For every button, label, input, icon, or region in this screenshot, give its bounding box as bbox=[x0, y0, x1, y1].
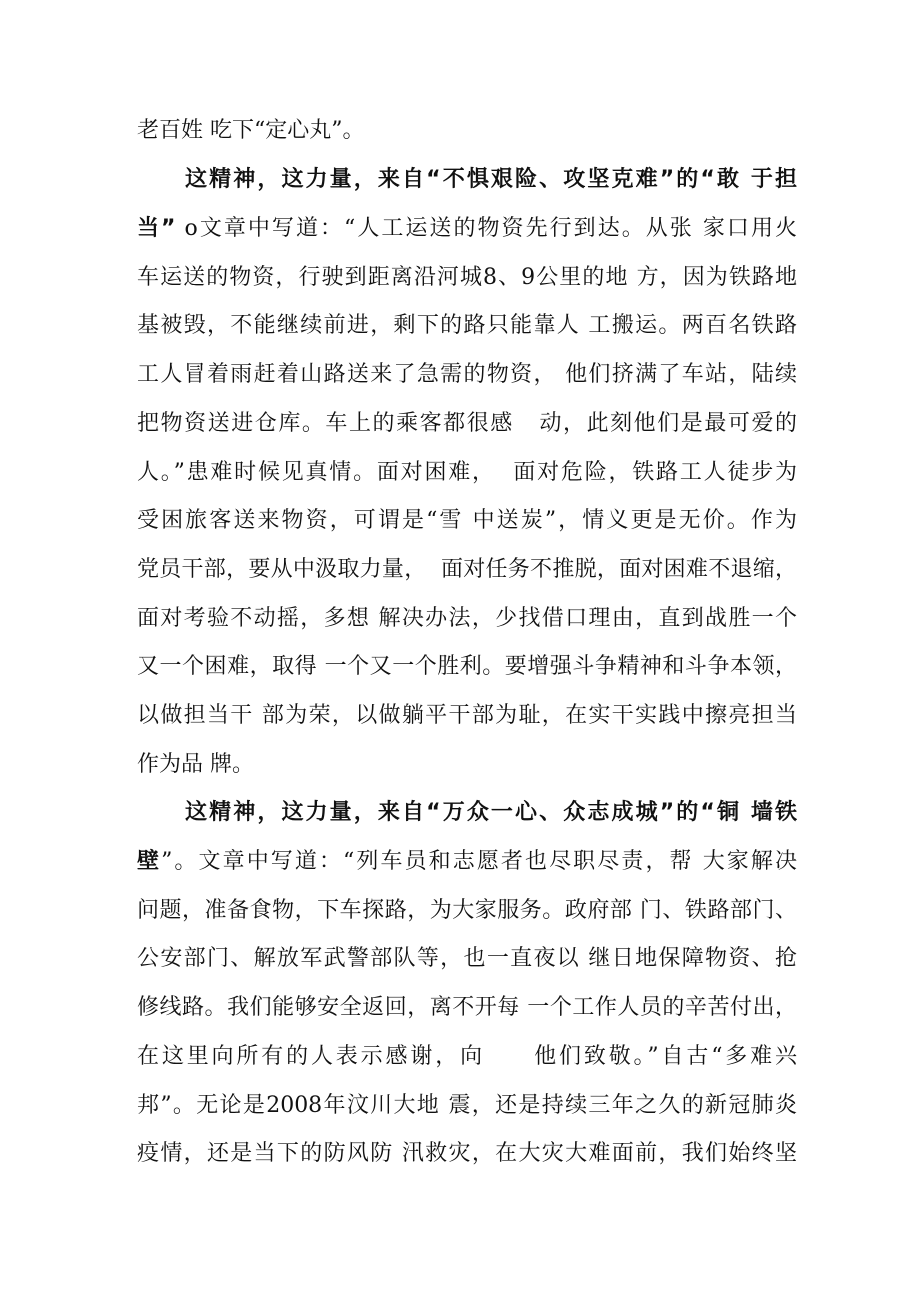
text-line: 在这里向所有的人表示感谢，向 他们致敬。”自古“多难兴 bbox=[137, 1044, 797, 1069]
text-line: 修线路。我们能够安全返回，离不开每 一个工作人员的辛苦付出， bbox=[137, 995, 797, 1020]
text-line: 受困旅客送来物资，可谓是“雪 中送炭”，情义更是无价。作为 bbox=[137, 508, 797, 533]
text-line: 邦”。无论是2008年汶川大地 震，还是持续三年之久的新冠肺炎 bbox=[137, 1093, 797, 1118]
bold-phrase: 壁 bbox=[137, 849, 162, 874]
text-line: 老百姓 吃下“定心丸”。 bbox=[137, 118, 365, 143]
text-line: 工人冒着雨赶着山路送来了急需的物资， 他们挤满了车站，陆续 bbox=[137, 362, 797, 387]
paragraph-heading-line: 这精神，这力量，来自“万众一心、众志成城”的“铜 墙铁 bbox=[185, 800, 797, 825]
text-line: 面对考验不动摇，多想 解决办法，少找借口理由，直到战胜一个 bbox=[137, 606, 797, 631]
text-line: 把物资送进仓库。车上的乘客都很感 动，此刻他们是最可爱的 bbox=[137, 411, 797, 436]
text-line: 又一个困难，取得 一个又一个胜利。要增强斗争精神和斗争本领， bbox=[137, 654, 797, 679]
text-span: o文章中写道：“人工运送的物资先行到达。从张 家口用火 bbox=[175, 216, 797, 241]
text-line: 疫情，还是当下的防风防 汛救灾，在大灾大难面前，我们始终坚 bbox=[137, 1141, 797, 1166]
text-line: 人。”患难时候见真情。面对困难， 面对危险，铁路工人徒步为 bbox=[137, 460, 797, 485]
text-line: 基被毁，不能继续前进，剩下的路只能靠人 工搬运。两百名铁路 bbox=[137, 313, 797, 338]
text-line bbox=[137, 842, 797, 882]
text-line bbox=[137, 209, 797, 249]
text-line: 作为品 牌。 bbox=[137, 752, 254, 777]
text-line: 车运送的物资，行驶到距离沿河城8、9公里的地 方，因为铁路地 bbox=[137, 265, 797, 290]
bold-phrase: 当” bbox=[137, 216, 176, 241]
paragraph-heading-line: 这精神，这力量，来自“不惧艰险、攻坚克难”的“敢 于担 bbox=[185, 167, 797, 192]
text-line: 公安部门、解放军武警部队等，也一直夜以 继日地保障物资、抢 bbox=[137, 946, 797, 971]
text-line: 党员干部，要从中汲取力量， 面对任务不推脱，面对困难不退缩， bbox=[137, 557, 797, 582]
text-span: ”。文章中写道：“列车员和志愿者也尽职尽责，帮 大家解决 bbox=[161, 849, 797, 874]
text-line: 问题，准备食物，下车探路，为大家服务。政府部 门、铁路部门、 bbox=[137, 898, 797, 923]
text-line: 以做担当干 部为荣，以做躺平干部为耻，在实干实践中擦亮担当 bbox=[137, 703, 797, 728]
